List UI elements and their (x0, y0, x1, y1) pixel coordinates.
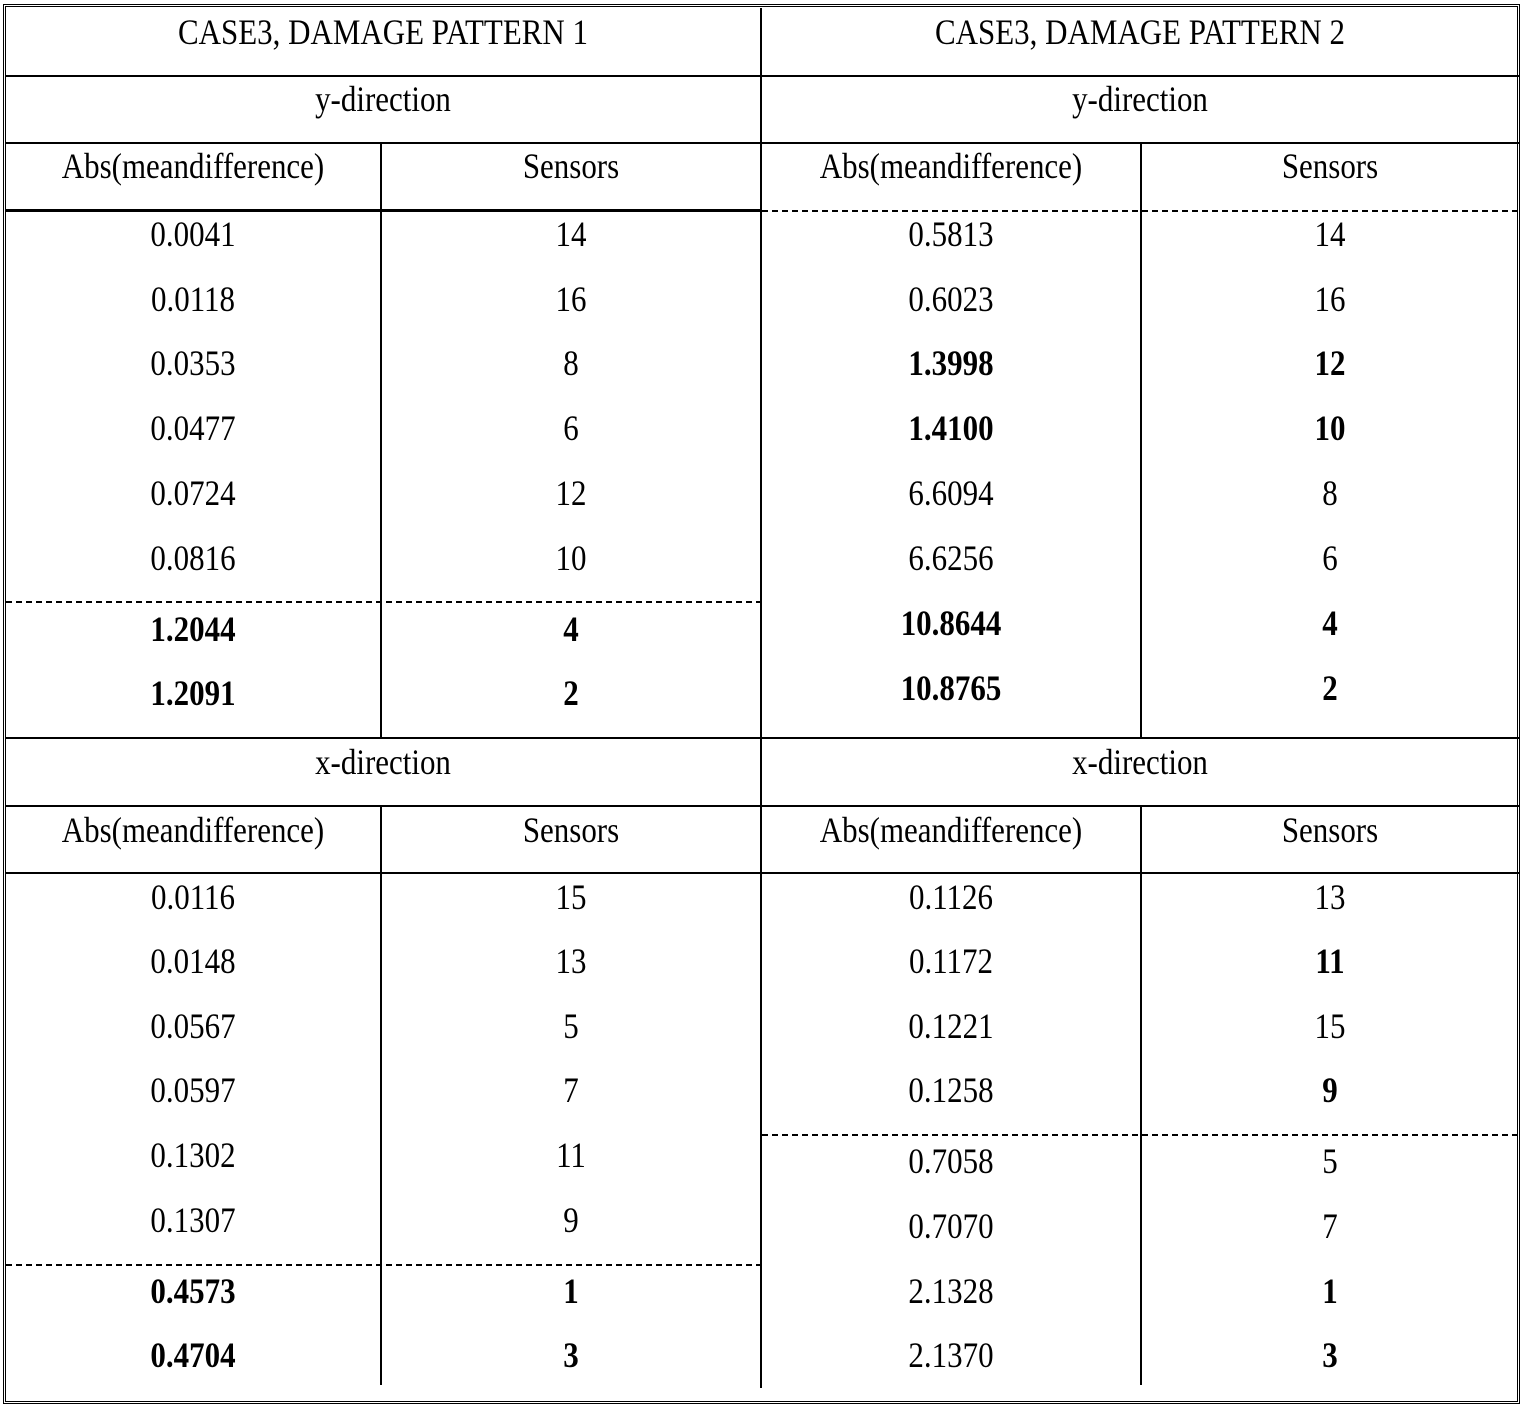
table-row-sensor: 12 (555, 473, 587, 513)
table-row-value: 0.0116 (150, 877, 235, 917)
panel2-y-header-value: Abs(meandifference) (819, 146, 1083, 186)
table-row-value: 0.0567 (150, 1006, 236, 1046)
table-row-value: 1.2091 (150, 673, 236, 713)
rule-x-label-top (6, 737, 1520, 739)
table-row-sensor: 2 (1322, 668, 1338, 708)
table-row-value: 6.6256 (908, 538, 994, 578)
table-row-sensor: 11 (556, 1135, 586, 1175)
table-row-sensor: 11 (1315, 941, 1345, 981)
table-row-sensor: 5 (1322, 1141, 1338, 1181)
table-row-sensor: 8 (563, 343, 579, 383)
table-row-value: 0.1126 (908, 877, 993, 917)
table-row-sensor: 16 (555, 279, 587, 319)
rule-x-threshold-left (6, 1264, 762, 1266)
table-row-value: 0.1221 (908, 1006, 994, 1046)
table-row-value: 0.0118 (150, 279, 235, 319)
table-row-sensor: 14 (555, 214, 587, 254)
table-row-value: 0.0816 (150, 538, 236, 578)
rule-left-x-split (380, 805, 382, 1385)
table-row-sensor: 15 (1314, 1006, 1346, 1046)
panel1-y-header-sensors: Sensors (522, 146, 620, 186)
table-row-value: 0.4704 (150, 1335, 236, 1375)
table-row-sensor: 6 (563, 408, 579, 448)
table-row-value: 0.1307 (150, 1200, 236, 1240)
table-row-sensor: 10 (555, 538, 587, 578)
table-row-sensor: 7 (563, 1070, 579, 1110)
table-row-sensor: 4 (563, 609, 579, 649)
table-row-value: 2.1370 (908, 1335, 994, 1375)
table-row-value: 6.6094 (908, 473, 994, 513)
table-row-sensor: 1 (563, 1271, 579, 1311)
table-row-sensor: 3 (563, 1335, 579, 1375)
table-row-sensor: 13 (555, 941, 587, 981)
panel1-y-label: y-direction (315, 79, 451, 119)
rule-right-y-split (1140, 142, 1142, 737)
table-row-sensor: 4 (1322, 603, 1338, 643)
table-row-sensor: 2 (563, 673, 579, 713)
table-row-value: 0.0724 (150, 473, 236, 513)
table-row-sensor: 16 (1314, 279, 1346, 319)
table-row-value: 0.1258 (908, 1070, 994, 1110)
table-row-sensor: 1 (1322, 1271, 1338, 1311)
table-row-value: 0.1172 (908, 941, 993, 981)
panel2-x-label: x-direction (1072, 742, 1208, 782)
table-row-sensor: 10 (1314, 408, 1346, 448)
rule-right-x-split (1140, 805, 1142, 1385)
table-row-value: 1.4100 (908, 408, 994, 448)
rule-y-threshold-left (6, 601, 762, 603)
table-row-sensor: 15 (555, 877, 587, 917)
rule-center (760, 8, 762, 1388)
table-row-sensor: 5 (563, 1006, 579, 1046)
panel1-y-header-value: Abs(meandifference) (61, 146, 325, 186)
panel2-title: CASE3, DAMAGE PATTERN 2 (935, 12, 1345, 52)
table-row-value: 0.1302 (150, 1135, 236, 1175)
table-row-value: 10.8765 (900, 668, 1002, 708)
table-row-value: 1.3998 (908, 343, 994, 383)
table-row-value: 1.2044 (150, 609, 236, 649)
table-row-sensor: 14 (1314, 214, 1346, 254)
table-row-value: 0.0353 (150, 343, 236, 383)
panel1-x-label: x-direction (315, 742, 451, 782)
rule-left-y-split (380, 142, 382, 737)
rule-x-label (6, 805, 1520, 807)
table-row-sensor: 3 (1322, 1335, 1338, 1375)
table-row-sensor: 12 (1314, 343, 1346, 383)
table-row-value: 0.0041 (150, 214, 236, 254)
table-row-value: 0.0148 (150, 941, 236, 981)
panel1-x-header-sensors: Sensors (522, 810, 620, 850)
table-row-value: 0.5813 (908, 214, 994, 254)
table-row-value: 0.7070 (908, 1206, 994, 1246)
table-row-value: 0.6023 (908, 279, 994, 319)
table-row-sensor: 6 (1322, 538, 1338, 578)
table-row-sensor: 9 (563, 1200, 579, 1240)
panel2-x-header-value: Abs(meandifference) (819, 810, 1083, 850)
panel2-x-header-sensors: Sensors (1281, 810, 1379, 850)
table-row-value: 0.4573 (150, 1271, 236, 1311)
rule-x-header (6, 872, 1520, 874)
table-row-sensor: 9 (1322, 1070, 1338, 1110)
table-row-sensor: 8 (1322, 473, 1338, 513)
table-row-value: 0.0477 (150, 408, 236, 448)
table-row-value: 10.8644 (900, 603, 1002, 643)
table-row-value: 0.0597 (150, 1070, 236, 1110)
panel2-y-header-sensors: Sensors (1281, 146, 1379, 186)
panel1-title: CASE3, DAMAGE PATTERN 1 (178, 12, 588, 52)
table-row-value: 2.1328 (908, 1271, 994, 1311)
panel2-y-label: y-direction (1072, 79, 1208, 119)
table-row-value: 0.7058 (908, 1141, 994, 1181)
panel1-x-header-value: Abs(meandifference) (61, 810, 325, 850)
table-row-sensor: 13 (1314, 877, 1346, 917)
table-row-sensor: 7 (1322, 1206, 1338, 1246)
